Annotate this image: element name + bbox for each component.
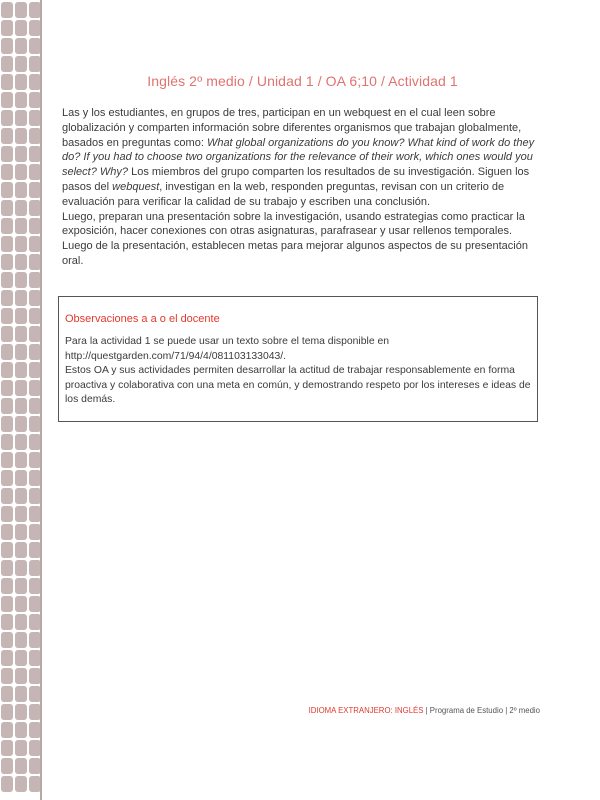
sidebar-tile: [15, 524, 27, 540]
sidebar-tile: [15, 218, 27, 234]
sidebar-tile: [1, 650, 13, 666]
sidebar-tile: [15, 614, 27, 630]
sidebar-tile: [1, 308, 13, 324]
sidebar-tile: [1, 20, 13, 36]
sidebar-tile: [1, 560, 13, 576]
page-footer: [240, 706, 540, 715]
sidebar-tile: [1, 416, 13, 432]
sidebar-tile: [1, 74, 13, 90]
sidebar-tile: [15, 758, 27, 774]
sidebar-tile: [1, 182, 13, 198]
sidebar-tile: [15, 110, 27, 126]
sidebar-tile: [1, 290, 13, 306]
sidebar-tile: [15, 452, 27, 468]
sidebar-tile: [1, 272, 13, 288]
sidebar-tile: [15, 254, 27, 270]
sidebar-tile: [1, 470, 13, 486]
sidebar-tile: [15, 722, 27, 738]
sidebar-tile: [15, 506, 27, 522]
sidebar-tile: [1, 254, 13, 270]
sidebar-tile: [1, 704, 13, 720]
footer-grade: 2º medio: [509, 706, 540, 715]
sidebar-tile: [15, 182, 27, 198]
sidebar-tile: [15, 704, 27, 720]
sidebar-tile: [15, 272, 27, 288]
sidebar-tile: [1, 596, 13, 612]
steps-text: , investigan en la web, responden preguntas, revisan con un criterio de evaluación para verificar la calidad de su trabajo y escriben una conclusión.: [62, 180, 505, 208]
sidebar-tile: [1, 344, 13, 360]
footer-separator: |: [423, 706, 430, 715]
sidebar-tile: [15, 650, 27, 666]
sidebar-tile: [15, 290, 27, 306]
sidebar-tile: [15, 632, 27, 648]
sidebar-tile: [15, 20, 27, 36]
observations-text: [65, 335, 533, 408]
sidebar-tile: [1, 686, 13, 702]
sidebar-tile: [1, 2, 13, 18]
intro-text: Las y los estudiantes, en grupos de tres, participan en un webquest en el cual leen sobre globalización y comparten información sobre diferentes organismos que trabajan globalmente, basados en preguntas como:: [62, 107, 522, 149]
members-share-text: Los miembros del grupo comparten los resultados de su investigación. Siguen los pasos del: [62, 166, 530, 193]
sidebar-tile: [15, 74, 27, 90]
sidebar-tile: [15, 434, 27, 450]
sidebar-tile: [1, 380, 13, 396]
sidebar-tile: [15, 470, 27, 486]
sidebar-tile: [15, 164, 27, 180]
sidebar-tile: [15, 92, 27, 108]
sidebar-tile: [1, 488, 13, 504]
sidebar-tile: [1, 398, 13, 414]
sidebar-tile: [1, 92, 13, 108]
sidebar-pattern: [0, 0, 41, 792]
footer-subject: IDIOMA EXTRANJERO: INGLÉS: [308, 706, 424, 715]
activity-description: [62, 106, 542, 269]
sidebar-tile: [1, 164, 13, 180]
sidebar-divider: [40, 0, 42, 800]
resource-note: Para la actividad 1 se puede usar un texto sobre el tema disponible en: [65, 336, 390, 347]
sidebar-tile: [15, 308, 27, 324]
sidebar-tile: [15, 776, 27, 792]
webquest-term: webquest: [112, 180, 160, 193]
teacher-observations-box: [58, 296, 538, 422]
sidebar-tile: [15, 416, 27, 432]
attitude-note: Estos OA y sus actividades permiten desarrollar la actitud de trabajar responsablemente en forma proactiva y colaborativa con una meta en común, y demostrando respeto por los intereses e ideas de los demás.: [65, 365, 531, 405]
sidebar-tile: [1, 632, 13, 648]
sidebar-tile: [15, 146, 27, 162]
sidebar-tile: [1, 326, 13, 342]
sidebar-tile: [1, 452, 13, 468]
sidebar-tile: [1, 38, 13, 54]
sidebar-tile: [1, 434, 13, 450]
sidebar-tile: [1, 362, 13, 378]
sidebar-tile: [1, 506, 13, 522]
sidebar-tile: [15, 488, 27, 504]
sidebar-tile: [1, 668, 13, 684]
observations-title: Observaciones a a o el docente: [65, 313, 220, 325]
sidebar-tile: [1, 614, 13, 630]
sidebar-tile: [15, 2, 27, 18]
sidebar-tile: [1, 578, 13, 594]
sidebar-tile: [1, 146, 13, 162]
sidebar-tile: [1, 218, 13, 234]
sidebar-tile: [15, 200, 27, 216]
sidebar-tile: [1, 542, 13, 558]
sidebar-tile: [1, 758, 13, 774]
sidebar-tile: [15, 326, 27, 342]
sidebar-tile: [1, 524, 13, 540]
sidebar-tile: [15, 56, 27, 72]
footer-program: Programa de Estudio: [429, 706, 504, 715]
sidebar-tile: [15, 578, 27, 594]
footer-separator: |: [503, 706, 510, 715]
sidebar-tile: [15, 596, 27, 612]
sidebar-tile: [15, 344, 27, 360]
sidebar-tile: [15, 380, 27, 396]
presentation-paragraph: Luego, preparan una presentación sobre la investigación, usando estrategias como practicar la exposición, hacer conexiones con otras asignaturas, parafrasear y usar rellenos temporales.: [62, 210, 525, 238]
sidebar-tile: [1, 200, 13, 216]
sidebar-tile: [15, 128, 27, 144]
sidebar-tile: [15, 236, 27, 252]
sidebar-tile: [1, 56, 13, 72]
sidebar-tile: [15, 560, 27, 576]
sidebar-tile: [15, 38, 27, 54]
sidebar-tile: [1, 110, 13, 126]
goals-paragraph: Luego de la presentación, establecen metas para mejorar algunos aspectos de su presentación oral.: [62, 240, 528, 267]
sidebar-tile: [1, 776, 13, 792]
sidebar-tile: [1, 722, 13, 738]
decorative-sidebar: [0, 0, 42, 800]
example-questions: What global organizations do you know? What kind of work do they do? If you had to choose two organizations for the relevance of their work, which ones would you select? Why?: [62, 136, 535, 179]
sidebar-tile: [15, 740, 27, 756]
sidebar-tile: [15, 362, 27, 378]
sidebar-tile: [15, 398, 27, 414]
page-title: Inglés 2º medio / Unidad 1 / OA 6;10 / Actividad 1: [147, 73, 458, 89]
sidebar-tile: [1, 236, 13, 252]
resource-url: http://questgarden.com/71/94/4/081103133043/.: [65, 350, 287, 362]
activity-paragraph: [62, 106, 542, 210]
sidebar-tile: [15, 668, 27, 684]
sidebar-tile: [15, 542, 27, 558]
sidebar-tile: [1, 740, 13, 756]
sidebar-tile: [15, 686, 27, 702]
sidebar-tile: [1, 128, 13, 144]
